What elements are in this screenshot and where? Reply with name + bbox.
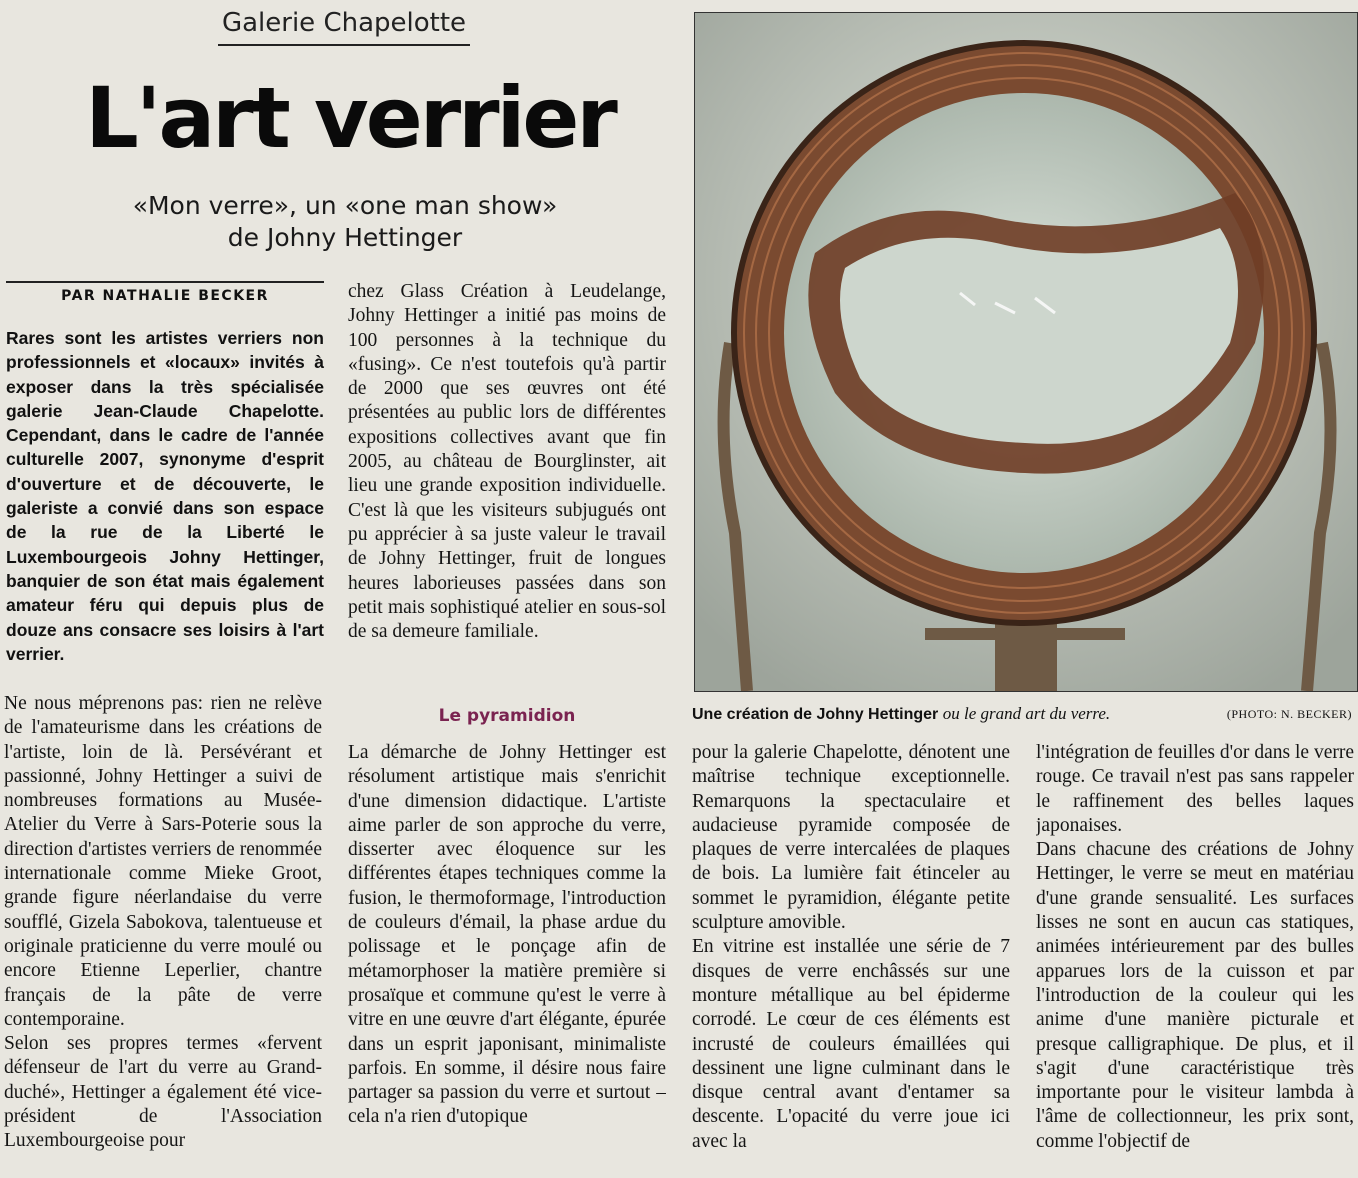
column-3-text: pour la galerie Chapelotte, dénotent une maîtrise technique exceptionnelle. Remarquons la spectaculaire et audacieuse pyramide composée de plaques de verre intercalées de plaques de bois. La lumière fait étinceler au sommet le pyramidion, élégante petite sculpture amovible. En vitrine est installée une série de 7 disques de verre enchâssés sur une monture métallique au bel épiderme corrodé. Le cœur de ces éléments est incrusté de couleurs émaillées qui dessinent une ligne culminant dans le disque central avant d'entamer sa descente. L'opacité du verre joue ici avec la <box>692 742 1010 1152</box>
lead-paragraph: Rares sont les artistes verriers non professionnels et «locaux» invités à exposer dans la très spécialisée galerie Jean-Claude Chapelotte. Cependant, dans le cadre de l'année culturelle 2007, synonyme d'esprit d'ouverture et de découverte, le galeriste a convié dans son espace de la rue de la Liberté le Luxembourgeois Johny Hettinger, banquier de son état mais également amateur féru qui depuis plus de douze ans consacre ses loisirs à l'art verrier. <box>6 328 324 664</box>
photo-credit: (PHOTO: N. BECKER) <box>1226 707 1352 721</box>
subheadline-line-1: «Mon verre», un «one man show» <box>132 191 558 220</box>
column-2-text: La démarche de Johny Hettinger est résolument artistique mais s'enrichit d'une dimension didactique. L'artiste aime parler de son approche du verre, disserter avec éloquence sur les différentes étapes techniques comme la fusion, le thermoformage, l'introduction de couleurs d'émail, la phase ardue du polissage et le ponçage afin de métamorphoser la matière première si prosaïque et commune qu'est le verre à vitre en une œuvre d'art élégante, épurée dans un esprit japonisant, minimaliste parfois. En somme, il désire nous faire partager sa passion du verre et surtout – cela n'a rien d'utopique <box>348 742 666 1128</box>
caption-bold: Une création de Johny Hettinger <box>692 706 939 723</box>
column-4-text: l'intégration de feuilles d'or dans le verre rouge. Ce travail n'est pas sans rappeler le raffinement des belles laques japonaises. Dans chacune des créations de Johny Hettinger, le verre se meut en matériau d'une grande sensualité. Les surfaces lisses ne sont en aucun cas statiques, animées intérieurement par des bulles apparues lors de la cuisson et par l'introduction de la couleur qui les anime d'une manière picturale et presque calligraphique. De plus, et il s'agit d'une caractéristique très importante pour le visiteur lambda à l'âme de collectionneur, les prix sont, comme l'objectif de <box>1036 742 1354 1152</box>
glass-disc-illustration <box>695 13 1357 691</box>
byline-rule <box>6 281 324 283</box>
glass-artwork-photo <box>694 12 1358 692</box>
column-text-top: chez Glass Création à Leudelange, Johny Hettinger a initié pas moins de 100 personnes à la technique du «fusing». Ce n'est toutefois qu'à partir de 2000 que ses œuvres ont été présentées au public lors de différentes expositions collectives avant que fin 2005, au château de Bourglinster, ait lieu une grande exposition individuelle. C'est là que les visiteurs subjugués ont pu apprécier à sa juste valeur le travail de Johny Hettinger, fruit de longues heures laborieuses passées dans son petit mais sophistiqué atelier en sous-sol de sa demeure familiale. <box>348 281 666 643</box>
caption-italic: ou le grand art du verre. <box>942 704 1111 723</box>
column-1-text: Ne nous méprenons pas: rien ne relève de l'amateurisme dans les créations de l'artiste, loin de là. Persévérant et passionné, Johny Hettinger a suivi de nombreuses formations au Musée-Atelier du Verre à Sars-Poterie sous la direction d'artistes verriers de renommée internationale comme Mieke Groot, grande figure néerlandaise du verre soufflé, Gizela Sabokova, talentueuse et originale praticienne du verre moulé ou encore Etienne Leperlier, chantre français de la pâte de verre contemporaine. Selon ses propres termes «fervent défenseur de l'art du verre au Grand-duché», Hettinger a également été vice-président de l'Association Luxembourgeoise pour <box>4 693 322 1152</box>
subheadline <box>40 190 650 254</box>
subheadline-line-2: de Johny Hettinger <box>227 223 463 252</box>
byline: PAR NATHALIE BECKER <box>61 288 269 304</box>
photo-caption <box>692 704 1352 724</box>
headline: L'art verrier <box>85 69 615 167</box>
section-title: Le pyramidion <box>438 706 576 726</box>
kicker: Galerie Chapelotte <box>218 8 470 46</box>
